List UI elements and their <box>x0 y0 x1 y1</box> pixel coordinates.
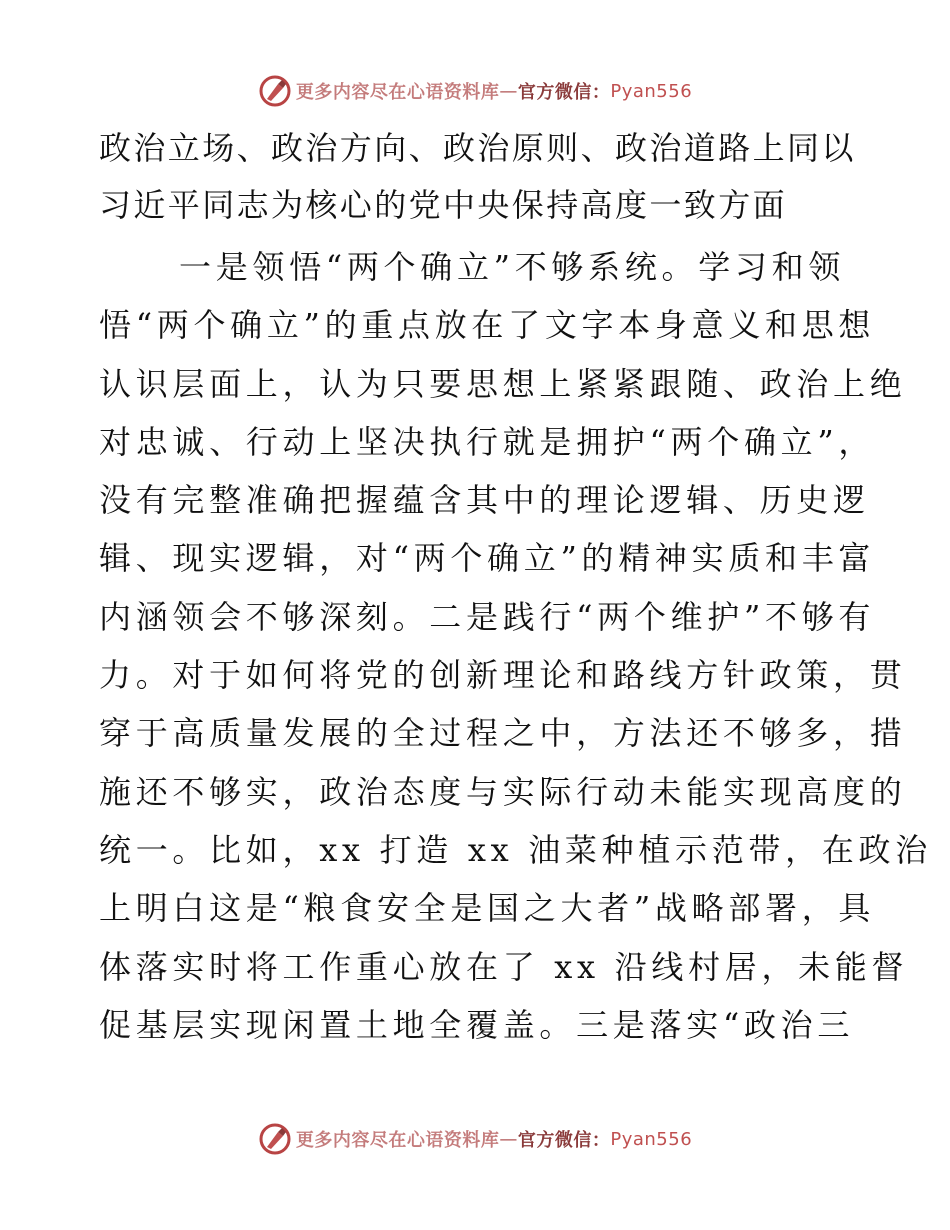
paragraph-line: 一是领悟“两个确立”不够系统。学习和领 <box>179 248 846 286</box>
paragraph-line: 穿于高质量发展的全过程之中，方法还不够多，措 <box>99 714 907 753</box>
paragraph-line: 对忠诚、行动上坚决执行就是拥护“两个确立”， <box>99 422 876 461</box>
paragraph-line: 辑、现实逻辑，对“两个确立”的精神实质和丰富 <box>99 539 876 578</box>
watermark-separator: — <box>499 80 518 102</box>
watermark-separator: — <box>499 1128 518 1150</box>
watermark-main-text: 更多内容尽在心语资料库 <box>295 82 500 103</box>
document-body <box>99 120 932 1054</box>
heading-line: 习近平同志为核心的党中央保持高度一致方面 <box>99 186 788 224</box>
header-watermark <box>0 71 950 111</box>
paragraph-line: 认识层面上，认为只要思想上紧紧跟随、政治上绝 <box>99 364 907 403</box>
paragraph-line: 没有完整准确把握蕴含其中的理论逻辑、历史逻 <box>99 481 870 520</box>
paragraph-line: 上明白这是“粮食安全是国之大者”战略部署，具 <box>99 889 876 928</box>
paragraph-line: 悟“两个确立”的重点放在了文字本身意义和思想 <box>99 306 876 345</box>
pen-nib-circle-icon <box>258 1122 292 1156</box>
pen-nib-circle-icon <box>258 74 292 108</box>
paragraph-line: 力。对于如何将党的创新理论和路线方针政策，贯 <box>99 656 907 695</box>
section-heading <box>99 120 856 234</box>
watermark-main-text: 更多内容尽在心语资料库 <box>295 1130 500 1151</box>
paragraph-line: 内涵领会不够深刻。二是践行“两个维护”不够有 <box>99 597 876 636</box>
watermark-wechat-id: Pyan556 <box>610 1128 693 1150</box>
paragraph-line: 施还不够实，政治态度与实际行动未能实现高度的 <box>99 772 907 811</box>
watermark-label: 官方微信： <box>517 1130 611 1151</box>
heading-line: 政治立场、政治方向、政治原则、政治道路上同以 <box>99 129 856 167</box>
footer-watermark <box>0 1119 950 1159</box>
watermark-wechat-id: Pyan556 <box>610 80 693 102</box>
watermark-label: 官方微信： <box>517 82 611 103</box>
body-paragraph <box>99 238 932 1054</box>
paragraph-line: 体落实时将工作重心放在了 xx 沿线村居，未能督 <box>99 947 909 986</box>
paragraph-line: 统一。比如，xx 打造 xx 油菜种植示范带，在政治 <box>99 830 932 869</box>
paragraph-line: 促基层实现闲置土地全覆盖。三是落实“政治三 <box>99 1005 855 1044</box>
